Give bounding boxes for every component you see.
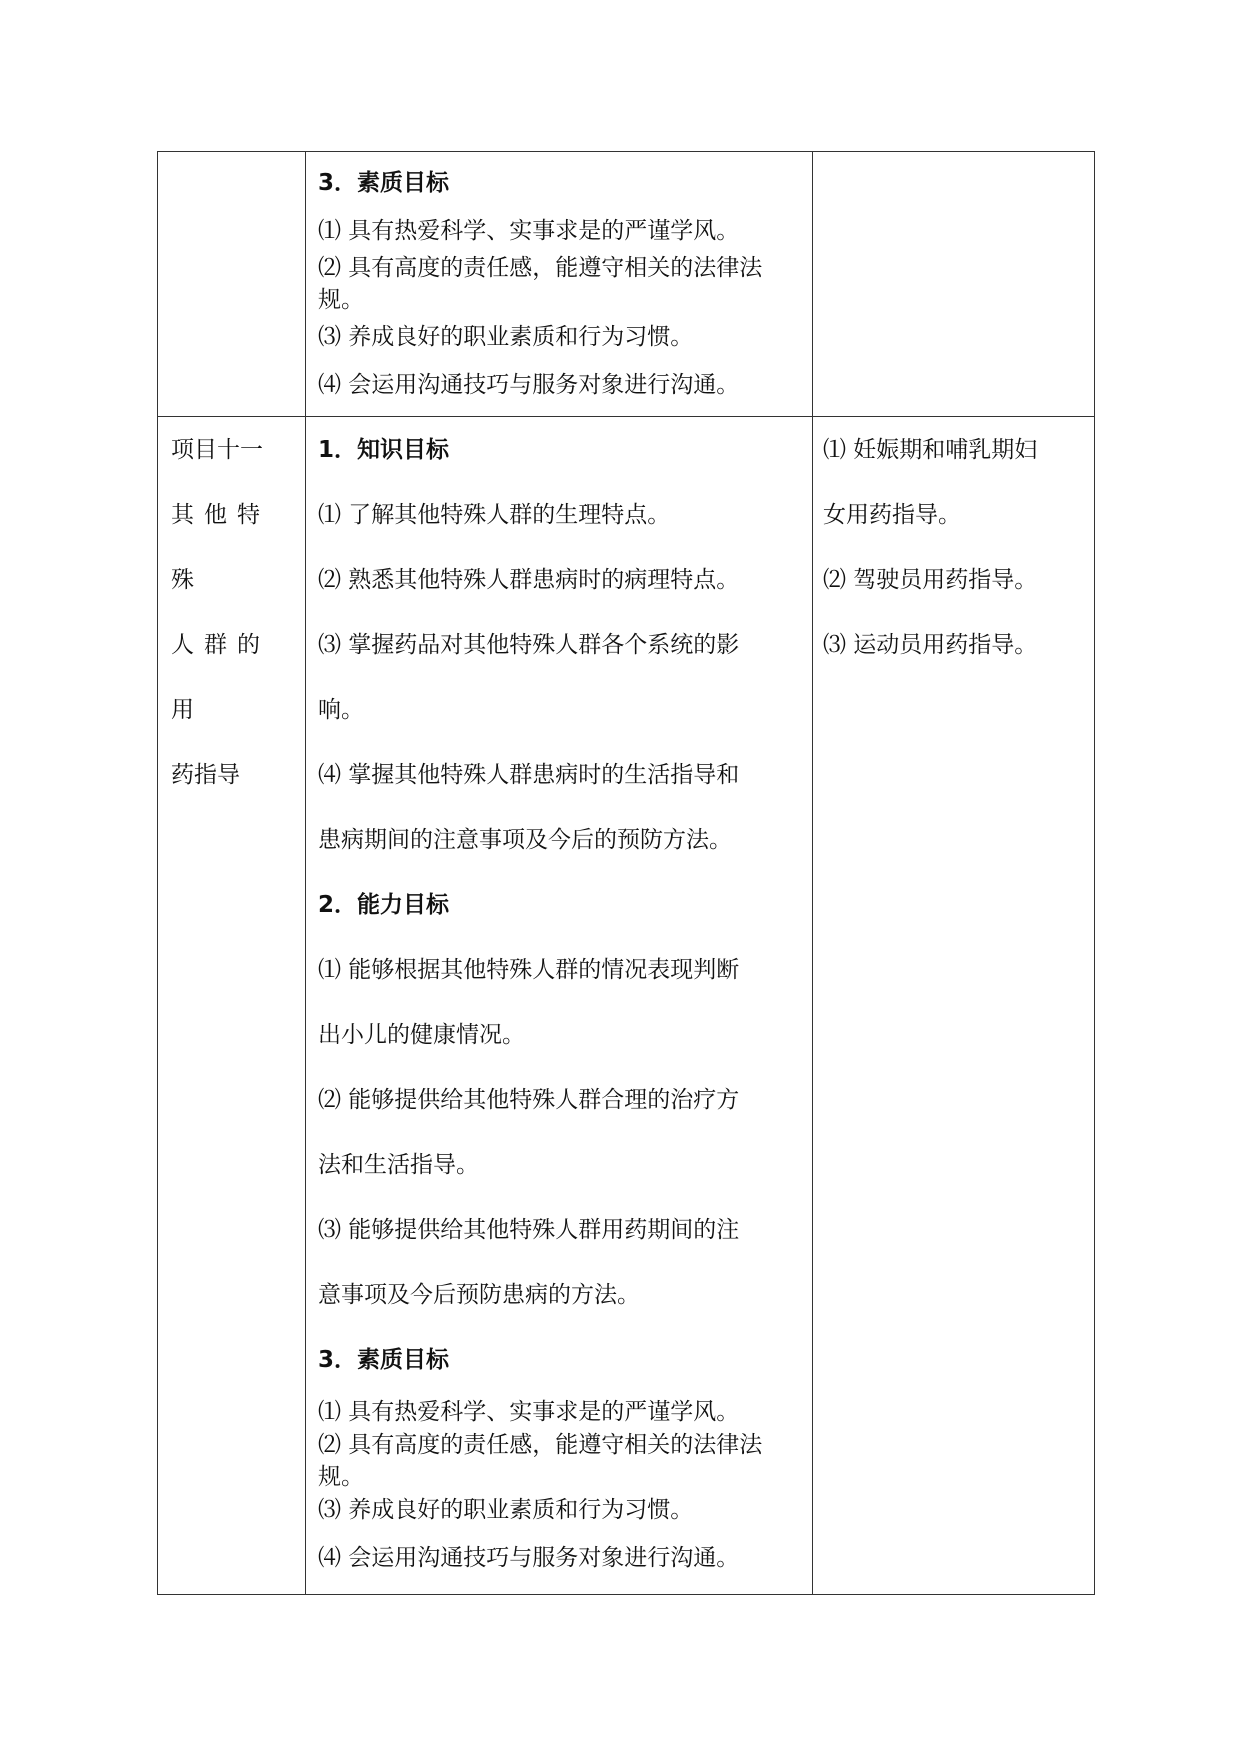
- knowledge-line: ⑵ 熟悉其他特殊人群患病时的病理特点。: [318, 567, 740, 593]
- knowledge-heading: 1．知识目标: [318, 437, 450, 463]
- knowledge-line: 响。: [318, 697, 364, 723]
- content-line: ⑴ 妊娠期和哺乳期妇: [823, 437, 1038, 463]
- quality-item: ⑴ 具有热爱科学、实事求是的严谨学风。: [318, 218, 740, 244]
- project-title-line: 人群的用: [171, 632, 270, 723]
- ability-line: ⑶ 能够提供给其他特殊人群用药期间的注: [318, 1217, 740, 1243]
- ability-line: 法和生活指导。: [318, 1152, 479, 1178]
- course-table: [157, 151, 1095, 1595]
- knowledge-line: ⑷ 掌握其他特殊人群患病时的生活指导和: [318, 762, 740, 788]
- ability-heading: 2．能力目标: [318, 892, 450, 918]
- quality-item: ⑷ 会运用沟通技巧与服务对象进行沟通。: [318, 372, 740, 398]
- quality-item: ⑵ 具有高度的责任感，能遵守相关的法律法规。: [318, 255, 763, 313]
- content-cell-empty: [813, 152, 1095, 417]
- knowledge-line: ⑴ 了解其他特殊人群的生理特点。: [318, 502, 671, 528]
- table-row: [158, 417, 1095, 1595]
- ability-line: ⑴ 能够根据其他特殊人群的情况表现判断: [318, 957, 740, 983]
- content-line: ⑵ 驾驶员用药指导。: [823, 567, 1038, 593]
- knowledge-line: ⑶ 掌握药品对其他特殊人群各个系统的影: [318, 632, 740, 658]
- knowledge-line: 患病期间的注意事项及今后的预防方法。: [318, 827, 732, 853]
- quality-heading: 3．素质目标: [318, 170, 450, 196]
- content-line: ⑶ 运动员用药指导。: [823, 632, 1038, 658]
- table-row: [158, 152, 1095, 417]
- quality-item: ⑶ 养成良好的职业素质和行为习惯。: [318, 1497, 694, 1523]
- objectives-cell: [306, 417, 813, 1595]
- ability-line: 意事项及今后预防患病的方法。: [318, 1282, 640, 1308]
- project-title-line: 药指导: [171, 762, 240, 788]
- quality-heading: 3．素质目标: [318, 1347, 450, 1373]
- ability-line: ⑵ 能够提供给其他特殊人群合理的治疗方: [318, 1087, 740, 1113]
- quality-item: ⑷ 会运用沟通技巧与服务对象进行沟通。: [318, 1545, 740, 1571]
- objectives-cell: [306, 152, 813, 417]
- ability-line: 出小儿的健康情况。: [318, 1022, 525, 1048]
- project-cell-empty: [158, 152, 306, 417]
- quality-item: ⑴ 具有热爱科学、实事求是的严谨学风。: [318, 1399, 740, 1425]
- quality-item: ⑵ 具有高度的责任感，能遵守相关的法律法规。: [318, 1432, 763, 1490]
- project-cell: [158, 417, 306, 1595]
- project-title-line: 项目十一: [171, 437, 263, 463]
- project-title-line: 其他特殊: [171, 502, 270, 593]
- content-cell: [813, 417, 1095, 1595]
- quality-item: ⑶ 养成良好的职业素质和行为习惯。: [318, 324, 694, 350]
- content-line: 女用药指导。: [823, 502, 961, 528]
